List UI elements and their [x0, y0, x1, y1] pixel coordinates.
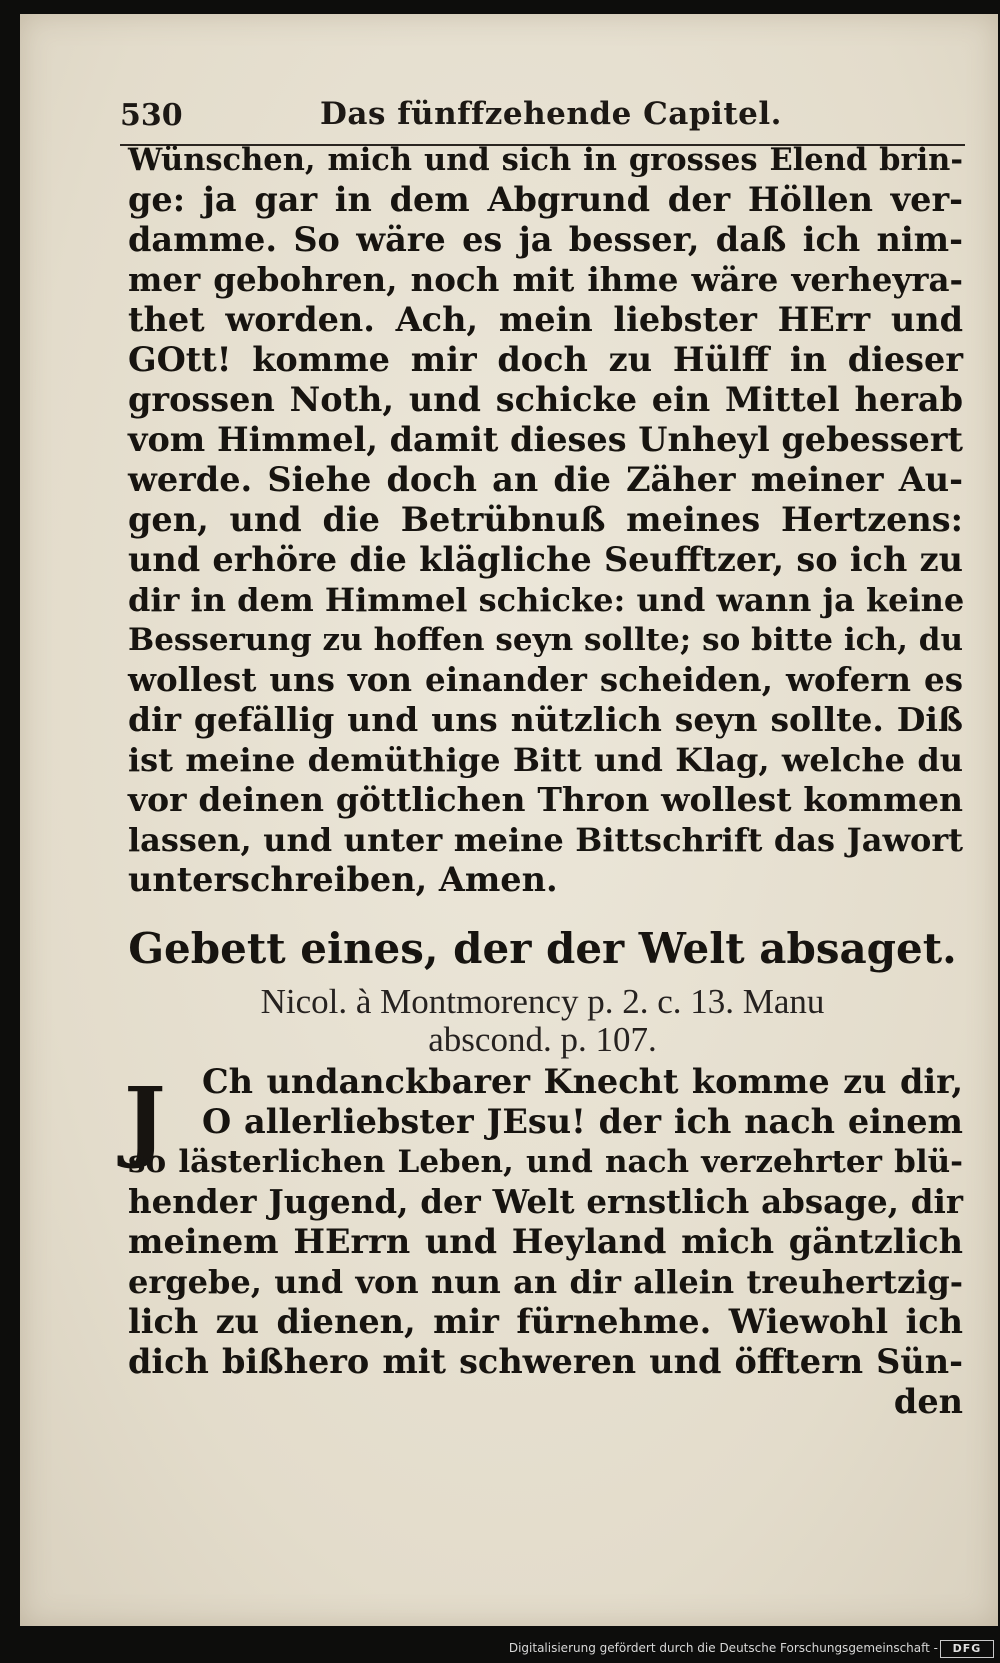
text-line: und erhöre die klägliche Seufftzer, so ich zu [128, 540, 963, 579]
text-line: wollest uns von einander scheiden, wofern es [128, 660, 963, 699]
text-line: unterschreiben, Amen. [128, 860, 558, 899]
running-head: Das fünffzehende Capitel. [320, 96, 782, 132]
text-line: dir in dem Himmel schicke: und wann ja keine [128, 581, 965, 619]
book-page [20, 14, 998, 1626]
text-line: thet worden. Ach, mein liebster HErr und [128, 300, 963, 339]
text-line: werde. Siehe doch an die Zäher meiner Au- [128, 460, 963, 499]
text-line: lassen, und unter meine Bittschrift das Jawort [128, 821, 963, 859]
text-line: ergebe, und von nun an dir allein treuhertzig- [128, 1263, 963, 1301]
catchword: den [893, 1382, 963, 1421]
text-line: gen, und die Betrübnuß meines Hertzens: [128, 500, 963, 539]
text-line: dich bißhero mit schweren und öfftern Sün- [128, 1342, 963, 1381]
text-line: mer gebohren, noch mit ihme wäre verheyra- [128, 260, 963, 299]
text-line: Besserung zu hoffen seyn sollte; so bitte ich, du [128, 622, 963, 658]
drop-cap-letter: J [124, 1067, 166, 1171]
text-line: hender Jugend, der Welt ernstlich absage, dir [128, 1182, 963, 1221]
section-heading: Gebett eines, der der Welt absaget. [128, 924, 957, 973]
page-header [120, 94, 965, 146]
text-line: GOtt! komme mir doch zu Hülff in dieser [128, 340, 963, 379]
text-line: O allerliebster JEsu! der ich nach einem [202, 1102, 963, 1141]
text-line: lich zu dienen, mir fürnehme. Wiewohl ich [128, 1302, 963, 1341]
text-line: vor deinen göttlichen Thron wollest kommen [128, 780, 963, 819]
text-line: ge: ja gar in dem Abgrund der Höllen ver- [128, 180, 963, 219]
text-line: Wünschen, mich und sich in grosses Elend brin- [128, 142, 963, 178]
page-number: 530 [120, 98, 183, 133]
text-line: Ch undanckbarer Knecht komme zu dir, [202, 1062, 963, 1101]
digitization-credit: Digitalisierung gefördert durch die Deutsche Forschungsgemeinschaft - [508, 1641, 938, 1655]
text-line: dir gefällig und uns nützlich seyn sollte. Diß [128, 700, 963, 739]
text-line: ist meine demüthige Bitt und Klag, welche du [128, 741, 963, 779]
source-citation-line-1: Nicol. à Montmorency p. 2. c. 13. Manu [260, 982, 825, 1021]
text-line: vom Himmel, damit dieses Unheyl gebessert [128, 420, 963, 459]
text-line: grossen Noth, und schicke ein Mittel herab [128, 380, 963, 419]
text-line: damme. So wäre es ja besser, daß ich nim- [128, 220, 963, 259]
dfg-logo: DFG [940, 1640, 994, 1658]
text-line: meinem HErrn und Heyland mich gäntzlich [128, 1222, 963, 1261]
text-line: so lästerlichen Leben, und nach verzehrter blü- [128, 1144, 963, 1180]
source-citation-line-2: abscond. p. 107. [428, 1020, 657, 1059]
